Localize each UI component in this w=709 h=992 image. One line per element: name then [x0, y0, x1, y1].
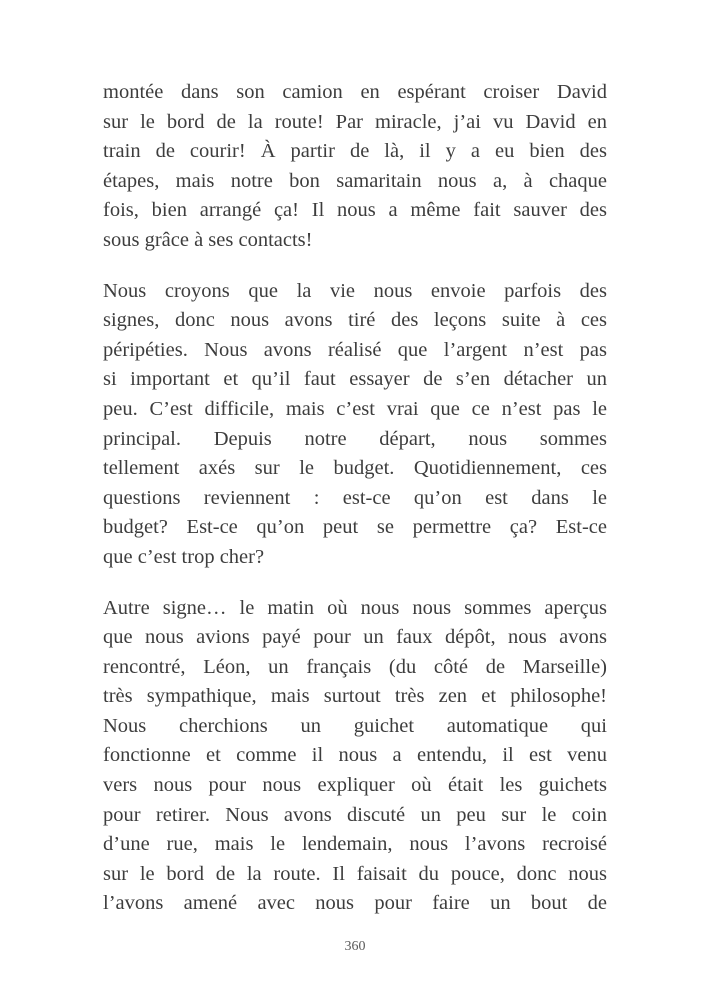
text-line: si important et qu’il faut essayer de s’en détacher un: [103, 368, 607, 391]
text-line: tellement axés sur le budget. Quotidiennement, ces: [103, 457, 607, 480]
text-line: que nous avions payé pour un faux dépôt, nous avons: [103, 626, 607, 649]
text-line: rencontré, Léon, un français (du côté de Marseille): [103, 655, 607, 678]
text-line: fois, bien arrangé ça! Il nous a même fait sauver des: [103, 199, 607, 222]
text-line: sous grâce à ses contacts!: [103, 228, 313, 251]
text-line: signes, donc nous avons tiré des leçons suite à ces: [103, 309, 607, 332]
paragraph: [103, 277, 607, 573]
text-line: montée dans son camion en espérant croiser David: [103, 81, 607, 103]
text-line: peu. C’est difficile, mais c’est vrai que ce n’est pas le: [103, 397, 607, 420]
text-block: [103, 78, 607, 940]
text-line: fonctionne et comme il nous a entendu, il est venu: [103, 744, 607, 767]
page-number: 360: [344, 939, 366, 954]
paragraph: [103, 78, 607, 256]
text-line: train de courir! À partir de là, il y a eu bien des: [103, 140, 607, 163]
text-line: Nous cherchions un guichet automatique qui: [103, 714, 607, 737]
text-line: vers nous pour nous expliquer où était les guichets: [103, 774, 607, 797]
text-line: questions reviennent : est-ce qu’on est dans le: [103, 486, 607, 509]
text-line: pour retirer. Nous avons discuté un peu sur le coin: [103, 803, 607, 826]
text-line: étapes, mais notre bon samaritain nous a, à chaque: [103, 169, 607, 192]
text-line: Autre signe… le matin où nous nous sommes aperçus: [103, 596, 607, 619]
text-line: principal. Depuis notre départ, nous sommes: [103, 427, 607, 450]
text-line: budget? Est-ce qu’on peut se permettre ça? Est-ce: [103, 516, 607, 539]
text-line: sur le bord de la route! Par miracle, j’ai vu David en: [103, 110, 607, 133]
text-line: Nous croyons que la vie nous envoie parfois des: [103, 279, 607, 302]
text-line: péripéties. Nous avons réalisé que l’argent n’est pas: [103, 338, 607, 361]
text-line: d’une rue, mais le lendemain, nous l’avons recroisé: [103, 833, 607, 856]
paragraph: [103, 594, 607, 920]
text-line: que c’est trop cher?: [103, 545, 265, 568]
text-line: sur le bord de la route. Il faisait du pouce, donc nous: [103, 862, 607, 885]
text-line: l’avons amené avec nous pour faire un bout de: [103, 892, 607, 915]
text-line: très sympathique, mais surtout très zen et philosophe!: [103, 685, 607, 708]
